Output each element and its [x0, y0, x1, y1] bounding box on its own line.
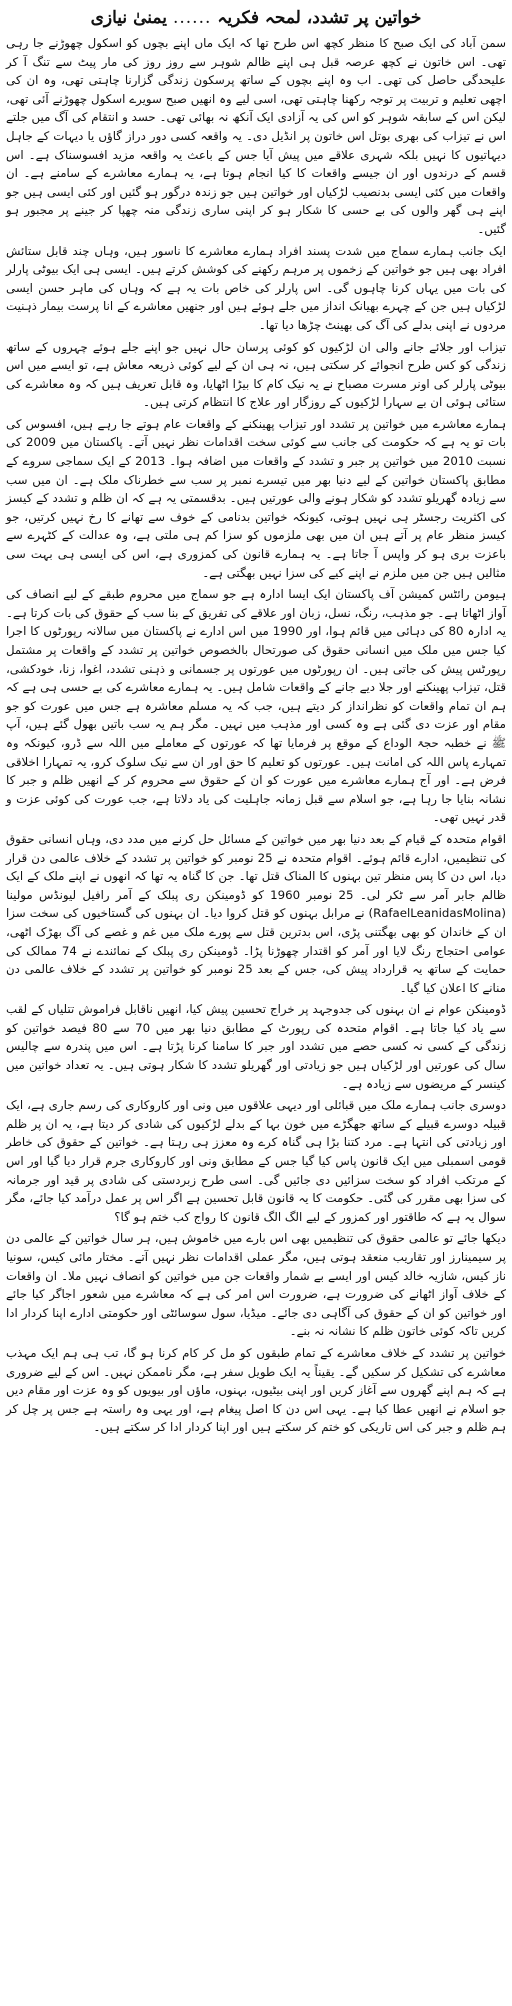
article-title: خواتین پر تشدد، لمحہ فکریہ	[217, 8, 422, 28]
paragraph: خواتین پر تشدد کے خلاف معاشرے کے تمام طبقوں کو مل کر کام کرنا ہو گا، تب ہی ہم ایک مہذب معاشرے کی تشکیل کر سکیں گے۔ یقیناً یہ ایک طویل سفر ہے، مگر ناممکن نہیں۔ اس کے لیے ضروری ہے کہ ہم اپنے گھروں سے آغاز کریں اور اپنی بیٹیوں، بہنوں، ماؤں اور بیویوں کو وہ عزت اور مقام دیں جو اسلام نے انھیں عطا کیا ہے۔ یہی اس دن کا اصل پیغام ہے، اور یہی وہ راستہ ہے جس پر چل کر ہم ظلم و جبر کی اس تاریکی کو ختم کر سکتے ہیں اور اپنا کردار ادا کر سکتے ہیں۔	[6, 1345, 506, 1435]
paragraph: دیکھا جائے تو عالمی حقوق کی تنظیمیں بھی اس بارے میں خاموش ہیں، ہر سال خواتین کے عالمی دن پر سیمینارز اور تقاریب منعقد ہوتی ہیں، مگر عملی اقدامات نظر نہیں آتے۔ مختار مائی کیس، سونیا ناز کیس، شازیہ خالد کیس اور ایسے بے شمار واقعات جن میں خواتین کو انصاف نہیں ملا۔ ان واقعات کے خلاف آواز اٹھانے کی ضرورت ہے، ضرورت اس امر کی ہے کہ معاشرے میں شعور اجاگر کیا جائے اور خواتین کو ان کے حقوق کی آگاہی دی جائے۔ میڈیا، سول سوسائٹی اور حکومتی ادارے اپنا کردار ادا کریں تاکہ کوئی خاتون ظلم کا نشانہ نہ بنے۔	[6, 1231, 506, 1339]
paragraph: دوسری جانب ہمارے ملک میں قبائلی اور دیہی علاقوں میں ونی اور کاروکاری کی رسم جاری ہے، ایک قبیلہ دوسرے قبیلے کے ساتھ جھگڑے میں خون بہا کے بدلے لڑکیوں کی شادی کر دیتا ہے، یہ ان پر ظلم اور زیادتی کی انتہا ہے۔ مرد کتنا بڑا ہی گناہ کرے وہ معزز ہی رہتا ہے۔ خواتین کے حقوق کی خاطر قومی اسمبلی میں ایک قانون پاس کیا گیا جس کے مطابق ونی اور کاروکاری جرم قرار دیا گیا اور اس کے مرتکب افراد کو سخت سزائیں دی جائیں گی۔ اسی طرح زبردستی کی شادی پر قید اور جرمانہ کی سزا بھی مقرر کی گئی۔ حکومت کا یہ قانون قابل تحسین ہے اگر اس پر عمل درآمد کیا جائے، مگر سوال یہ ہے کہ طاقتور اور کمزور کے لیے الگ الگ قانون کا رواج کب ختم ہو گا؟	[6, 1098, 506, 1224]
paragraph: تیزاب اور جلائے جانے والی ان لڑکیوں کو کوئی پرسان حال نہیں جو اپنے جلے ہوئے چہروں کے ساتھ زندگی کو کس طرح انجوائے کر سکتی ہیں، نہ ہی ان کے لیے کوئی ذریعہ معاش ہے، تو ایسے میں اس بیوٹی پارلر کی اونر مسرت مصباح نے یہ نیک کام کا بیڑا اٹھایا، وہ قابل تعریف ہیں کہ وہ معاشرے کی ستائی ہوئی ان بے سہارا لڑکیوں کے روزگار اور علاج کا انتظام کرتی ہیں۔	[6, 339, 506, 410]
paragraph: ہمارے معاشرے میں خواتین پر تشدد اور تیزاب پھینکنے کے واقعات عام ہوتے جا رہے ہیں، افسوس کی بات تو یہ ہے کہ حکومت کی جانب سے کوئی سخت اقدامات نظر نہیں آتے۔ پاکستان میں 2009 کی نسبت 2010 میں خواتین پر جبر و تشدد کے واقعات میں اضافہ ہوا۔ 2013 کے ایک سماجی سروے کے مطابق پاکستان خواتین کے لیے دنیا بھر میں تیسرے نمبر پر سب سے خطرناک ملک ہے۔ ان میں سب سے زیادہ گھریلو تشدد کو شکار ہونے والی عورتیں ہیں۔ بدقسمتی یہ ہے کہ ان ظلم و تشدد کے کیسز کی اکثریت رجسٹر ہی نہیں ہوتی، کیونکہ خواتین بدنامی کے خوف سے تھانے کا رخ نہیں کرتیں، جو کیسز منظر عام پر آتے ہیں ان میں بھی ملزموں کو سزا کم ہی ملتی ہے، وہ عدالت کے کٹہرے سے باعزت بری ہو کر واپس آ جاتا ہے۔ یہ ہمارے قانون کی کمزوری ہے، اس کی ایسی ہی بہت سی مثالیں ہیں جن میں ملزم نے اپنے کیے کی سزا نہیں بھگتی ہے۔	[6, 416, 507, 580]
author-name: یمنیٰ نیازی	[90, 8, 167, 28]
paragraph: ہیومن رائٹس کمیشن آف پاکستان ایک ایسا ادارہ ہے جو سماج میں محروم طبقے کے لیے انصاف کی آواز اٹھاتا ہے۔ جو مذہب، رنگ، نسل، زبان اور علاقے کی تفریق کے بنا سب کے حقوق کی بات کرتا ہے۔ یہ ادارہ 80 کی دہائی میں قائم ہوا، اور 1990 میں اس ادارے نے پاکستان میں سالانہ رپورٹوں کا اجرا کیا جس میں ملک میں انسانی حقوق کی صورتحال بالخصوص خواتین پر تشدد کے واقعات پر مشتمل رپورٹس پیش کی جاتی ہیں۔ ان رپورٹوں میں عورتوں پر جسمانی و ذہنی تشدد، اغوا، زنا، خودکشی، قتل، تیزاب پھینکنے اور جلا دیے جانے کے واقعات شامل ہیں۔ یہ ہمارے معاشرے کی بے حسی ہی ہے کہ ہم ان تمام واقعات کو نظرانداز کر دیتے ہیں، جب کہ یہ مسلم معاشرہ ہے جس میں عورت کو جو مقام اور عزت دی گئی ہے وہ کسی اور مذہب میں نہیں۔ مگر ہم یہ سب باتیں بھول گئے ہیں، آپ ﷺ نے خطبہ حجۃ الوداع کے موقع پر فرمایا تھا کہ عورتوں کے معاملے میں اللہ سے ڈرو، کیونکہ وہ تمہارے پاس اللہ کی امانت ہیں۔ عورتوں کو تعلیم کا حق اور ان سے نیک سلوک کرو، یہ تمہارا اخلاقی فرض ہے۔ اور آج ہمارے معاشرے میں عورت کو ان کے حقوق سے محروم کر کے انھیں ظلم و جبر کا نشانہ بنایا جا رہا ہے، جو اسلام سے قبل زمانہ جاہلیت کی یاد دلاتا ہے، جب عورت کی کوئی عزت و قدر نہیں تھی۔	[6, 587, 506, 825]
article-header	[6, 4, 506, 32]
paragraph: ایک جانب ہمارے سماج میں شدت پسند افراد ہمارے معاشرے کا ناسور ہیں، وہاں چند قابل ستائش افراد بھی ہیں جو خواتین کے زخموں پر مرہم رکھنے کی کوشش کرتے ہیں۔ ایسی ہی ایک بیوٹی پارلر کی بات میں یہاں کرنا چاہوں گی۔ اس پارلر کی خاص بات یہ ہے کہ وہاں کی ماہر حسن ایسی لڑکیاں ہیں جن کے چہرے بھیانک انداز میں جلے ہوئے ہیں اور جنھیں معاشرے کے انا پرست بیمار ذہنیت مردوں نے اپنی بدلے کی آگ کی بھینٹ چڑھا دیا تھا۔	[6, 243, 506, 332]
paragraph: ڈومینکن عوام نے ان بہنوں کی جدوجہد پر خراج تحسین پیش کیا، انھیں ناقابل فراموش تتلیاں کے لقب سے یاد کیا جاتا ہے۔ اقوام متحدہ کی رپورٹ کے مطابق دنیا بھر میں 70 سے 80 فیصد خواتین کو زندگی کے کسی نہ کسی حصے میں تشدد اور جبر کا سامنا کرنا پڑتا ہے۔ اس میں پندرہ سے چالیس سال کی عورتیں اور لڑکیاں ہیں جو زیادتی اور گھریلو تشدد کا شکار ہوتی ہیں۔ یہ تعداد خواتین میں کینسر کے مریضوں سے زیادہ ہے۔	[6, 1002, 507, 1091]
title-separator: ......	[172, 8, 212, 28]
paragraph: سمن آباد کی ایک صبح کا منظر کچھ اس طرح تھا کہ ایک ماں اپنے بچوں کو اسکول چھوڑنے جا رہی تھی۔ اس خاتون نے کچھ عرصہ قبل ہی اپنے ظالم شوہر سے روز روز کی مار پیٹ سے تنگ آ کر علیحدگی حاصل کی تھی۔ اب وہ اپنے بچوں کے ساتھ پرسکون زندگی گزارنا چاہتی تھی، وہ ان کی اچھی تعلیم و تربیت پر توجہ رکھنا چاہتی تھی، اسی لیے وہ انھیں صبح سویرے اسکول چھوڑنے آئی تھی، لیکن اس کے سابقہ شوہر کو اس کی یہ آزادی ایک آنکھ نہ بھائی تھی۔ حسد و انتقام کی آگ میں جلتے اس نے تیزاب کی بھری بوتل اس خاتون پر انڈیل دی۔ یہ واقعہ کسی دور دراز گاؤں یا دیہات کے جاہل دیہاتیوں کا نہیں بلکہ شہری علاقے میں پیش آیا جس کے باعث یہ واقعہ مزید افسوسناک ہے۔ اس قسم کے درندوں اور ان جیسے واقعات کا کیا انجام ہوتا ہے، یہ ہمارے معاشرے کے سامنے ہے۔ ان واقعات میں کئی ایسی بدنصیب لڑکیاں اور خواتین ہیں جو زندہ درگور ہو گئیں اور کئی ایسی ہیں جو اپنے ہی گھر والوں کی بے حسی کا شکار ہو کر اپنی ساری زندگی منہ چھپا کر جینے پر مجبور ہو گئیں۔	[6, 36, 506, 236]
paragraph: اقوام متحدہ کے قیام کے بعد دنیا بھر میں خواتین کے مسائل حل کرنے میں مدد دی، وہاں انسانی حقوق کی تنظیمیں، ادارے قائم ہوئے۔ اقوام متحدہ نے 25 نومبر کو خواتین پر تشدد کے خلاف عالمی دن قرار دیا، اس دن کا پس منظر تین بہنوں کا المناک قتل تھا۔ جن کا گناہ یہ تھا کہ انھوں نے اپنے ملک کے ایک ظالم جابر آمر سے ٹکر لی۔ 25 نومبر 1960 کو ڈومینکن ری پبلک کے آمر رافیل لیونڈس مولینا (RafaelLeanidasMolina) نے مرابل بہنوں کو قتل کروا دیا۔ ان بہنوں کی گستاخیوں کی سخت سزا ان کے خاندان کو بھی بھگتنی پڑی، اس بدترین قتل سے پورے ملک میں غم و غصے کی آگ بھڑک اٹھی، عوامی احتجاج رنگ لایا اور آمر کو اقتدار چھوڑنا پڑا۔ ڈومینکن ری پبلک کے نمائندے نے 74 ممالک کی حمایت کے ساتھ یہ قرارداد پیش کی، جس کے بعد 25 نومبر کو خواتین پر تشدد کے خلاف عالمی دن منانے کا اعلان کیا گیا۔	[6, 831, 507, 995]
